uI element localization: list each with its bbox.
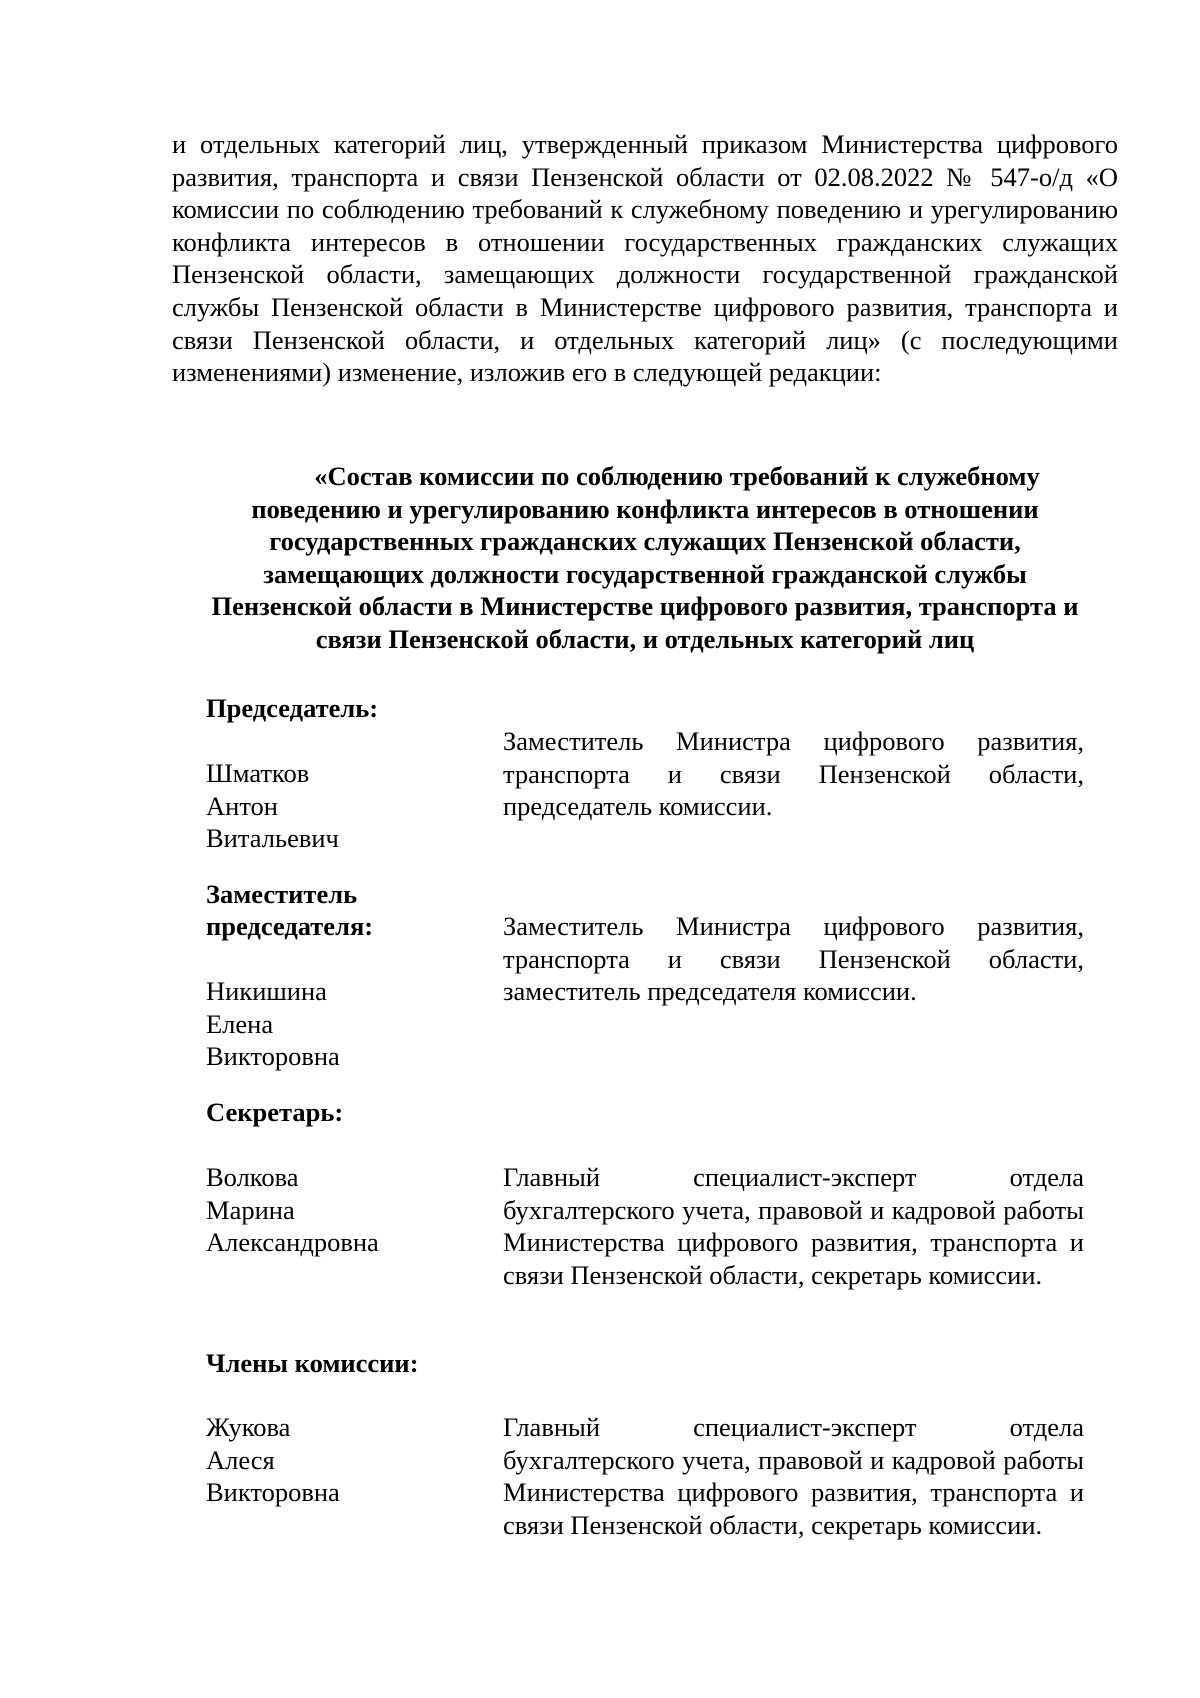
heading-line: Пензенской области в Министерстве цифрового развития, транспорта и <box>211 591 1079 622</box>
heading-line: государственных гражданских служащих Пензенской области, <box>269 526 1021 557</box>
patronymic: Викторовна <box>206 1477 340 1508</box>
surname: Волкова <box>206 1162 299 1192</box>
heading-line: замещающих должности государственной гражданской службы <box>263 558 1027 589</box>
patronymic: Александровна <box>206 1227 379 1258</box>
secretary-section-title: Секретарь: <box>206 1097 344 1127</box>
chairman-name <box>206 757 486 855</box>
intro-paragraph: и отдельных категорий лиц, утвержденный приказом Министерства цифрового развития, транспорта и связи Пензенской области от 02.08.2022 № 547-о/д «О комиссии по соблюдению требований к служебному поведению и урегулированию конфликта интересов в отношении государственных гражданских служащих Пензенской области, замещающих должности государственной гражданской службы Пензенской области в Министерстве цифрового развития, транспорта и связи Пензенской области, и отдельных категорий лиц» (с последующими изменениями) изменение, изложив его в следующей редакции: <box>172 129 1118 388</box>
deputy-section-title-line1: Заместитель <box>206 879 358 909</box>
surname: Шматков <box>206 758 310 788</box>
deputy-role: Заместитель Министра цифрового развития, транспорта и связи Пензенской области, заместитель председателя комиссии. <box>503 911 1084 1007</box>
first-name: Алеся <box>206 1444 275 1475</box>
first-name: Елена <box>206 1008 274 1039</box>
deputy-name <box>206 975 486 1073</box>
first-name: Марина <box>206 1194 295 1225</box>
heading-line: поведению и урегулированию конфликта интересов в отношении <box>251 493 1039 524</box>
deputy-section-title-line2: председателя: <box>206 911 374 941</box>
heading-line: «Состав комиссии по соблюдению требований к служебному <box>314 461 1040 491</box>
heading-line: связи Пензенской области, и отдельных категорий лиц <box>315 623 975 654</box>
member-name <box>206 1411 486 1509</box>
first-name: Антон <box>206 790 278 821</box>
secretary-role: Главный специалист-эксперт отдела бухгалтерского учета, правовой и кадровой работы Министерства цифрового развития, транспорта и связи Пензенской области, секретарь комиссии. <box>503 1162 1084 1290</box>
member-role: Главный специалист-эксперт отдела бухгалтерского учета, правовой и кадровой работы Министерства цифрового развития, транспорта и связи Пензенской области, секретарь комиссии. <box>503 1412 1084 1540</box>
chairman-role: Заместитель Министра цифрового развития, транспорта и связи Пензенской области, председатель комиссии. <box>503 726 1084 822</box>
members-section-title: Члены комиссии: <box>206 1348 419 1378</box>
surname: Никишина <box>206 976 327 1006</box>
secretary-name <box>206 1161 486 1259</box>
patronymic: Витальевич <box>206 823 339 854</box>
patronymic: Викторовна <box>206 1041 340 1072</box>
chairman-section-title: Председатель: <box>206 693 379 723</box>
surname: Жукова <box>206 1412 291 1442</box>
